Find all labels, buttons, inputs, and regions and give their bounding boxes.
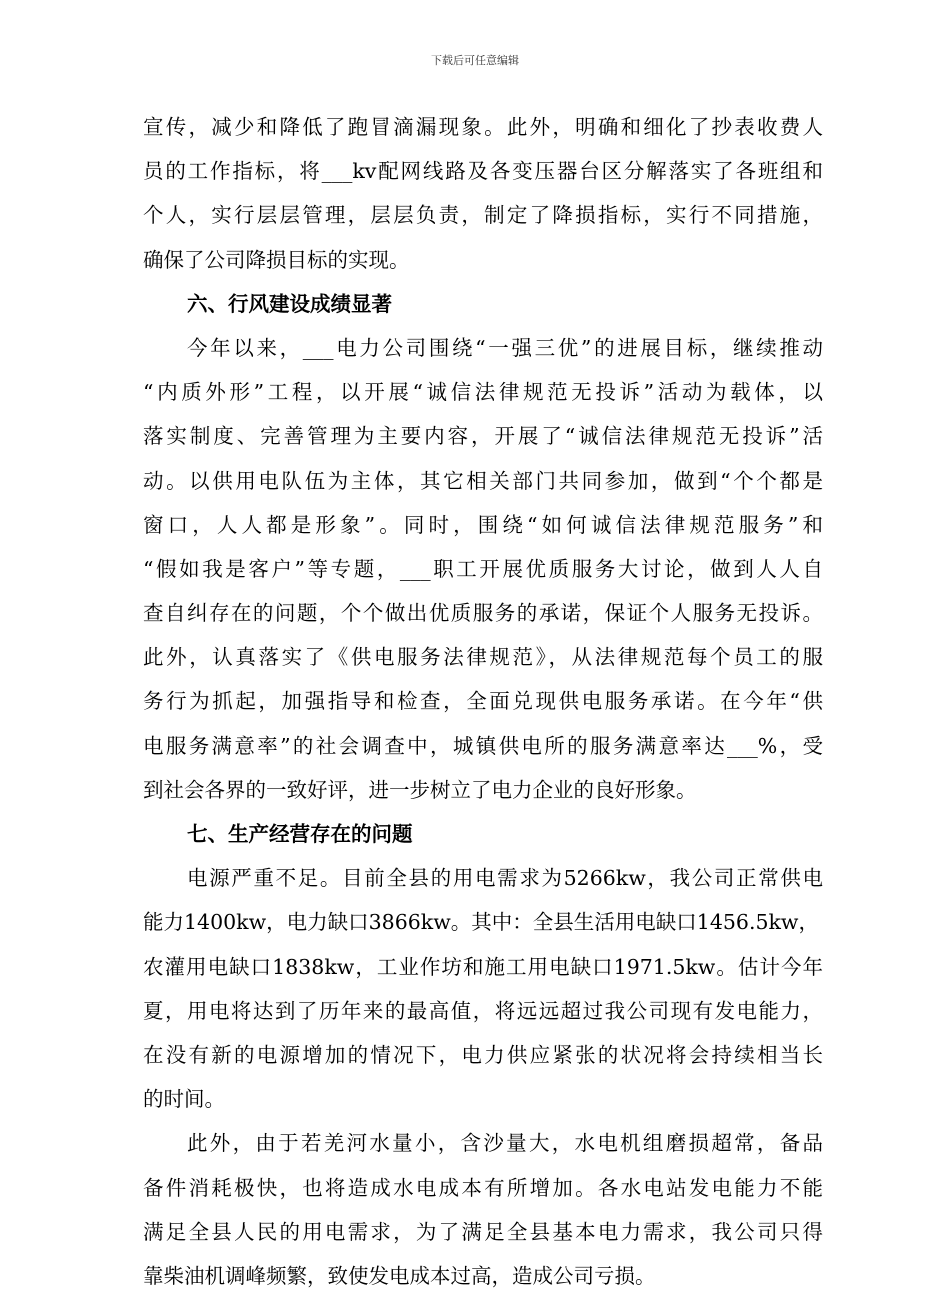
text-line: 到社会各界的一致好评，进一步树立了电力企业的良好形象。 <box>143 777 697 802</box>
text-line: 满足全县人民的用电需求，为了满足全县基本电力需求，我公司只得 <box>143 1219 823 1244</box>
text-line: 靠柴油机调峰频繁，致使发电成本过高，造成公司亏损。 <box>143 1263 656 1288</box>
text-line: 的时间。 <box>143 1087 225 1112</box>
text-line: 查自纠存在的问题，个个做出优质服务的承诺，保证个人服务无投诉。 <box>143 601 823 626</box>
section-heading: 六、行风建设成绩显著 <box>187 291 392 316</box>
text-line: 务行为抓起，加强指导和检查，全面兑现供电服务承诺。在今年“供 <box>143 689 823 714</box>
document-body <box>143 105 823 1298</box>
text-line: 宣传，减少和降低了跑冒滴漏现象。此外，明确和细化了抄表收费人 <box>143 115 823 139</box>
page-header: 下载后可任意编辑 <box>431 54 519 67</box>
text-line: 电服务满意率”的社会调查中，城镇供电所的服务满意率达___%，受 <box>143 733 823 758</box>
text-line: 个人，实行层层管理，层层负责，制定了降损指标，实行不同措施， <box>143 203 823 228</box>
text-line: 能力1400kw，电力缺口3866kw。其中：全县生活用电缺口1456.5kw， <box>143 910 819 935</box>
text-line: 窗口，人人都是形象”。同时，围绕“如何诚信法律规范服务”和 <box>143 512 823 537</box>
text-line: 夏，用电将达到了历年来的最高值，将远远超过我公司现有发电能力， <box>143 998 823 1023</box>
text-line: 动。以供用电队伍为主体，其它相关部门共同参加，做到“个个都是 <box>143 468 823 493</box>
text-line: 电源严重不足。目前全县的用电需求为5266kw，我公司正常供电 <box>187 866 823 891</box>
text-line: 备件消耗极快，也将造成水电成本有所增加。各水电站发电能力不能 <box>143 1175 823 1200</box>
text-line: 农灌用电缺口1838kw，工业作坊和施工用电缺口1971.5kw。估计今年 <box>143 954 823 979</box>
text-line: “假如我是客户”等专题，___职工开展优质服务大讨论，做到人人自 <box>143 556 823 581</box>
text-line: 今年以来，___电力公司围绕“一强三优”的进展目标，继续推动 <box>187 335 823 360</box>
section-heading: 七、生产经营存在的问题 <box>187 822 413 846</box>
text-line: 此外，认真落实了《供电服务法律规范》，从法律规范每个员工的服 <box>143 645 823 670</box>
text-line: 落实制度、完善管理为主要内容，开展了“诚信法律规范无投诉”活 <box>143 424 823 449</box>
text-line: 确保了公司降损目标的实现。 <box>143 247 410 272</box>
text-line: 员的工作指标，将___kv配网线路及各变压器台区分解落实了各班组和 <box>143 159 823 184</box>
text-line: 此外，由于若羌河水量小，含沙量大，水电机组磨损超常，备品 <box>187 1131 823 1156</box>
text-line: 在没有新的电源增加的情况下，电力供应紧张的状况将会持续相当长 <box>143 1042 823 1067</box>
text-line: “内质外形”工程，以开展“诚信法律规范无投诉”活动为载体，以 <box>143 380 823 405</box>
